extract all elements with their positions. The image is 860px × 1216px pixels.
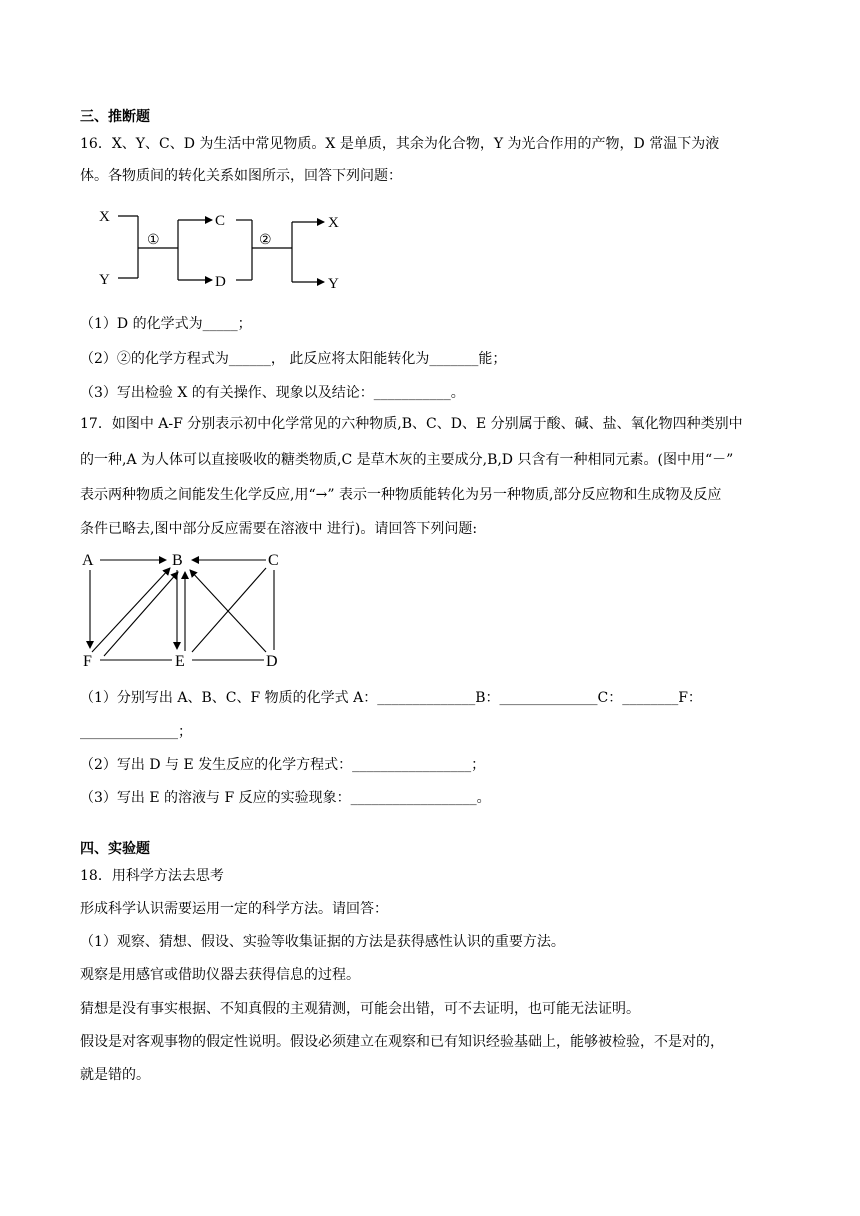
section-heading-inference: 三、推断题 xyxy=(80,109,150,125)
q17-node-f: F xyxy=(83,653,92,670)
q16-node-d: D xyxy=(215,274,226,290)
q18-line5: 假设是对客观事物的假定性说明。假设必须建立在观察和已有知识经验基础上，能够被检验，不是对的， xyxy=(80,1034,724,1050)
q18-line4: 猜想是没有事实根据、不知真假的主观猜测，可能会出错，可不去证明，也可能无法证明。 xyxy=(80,1001,640,1017)
q17-relation-diagram xyxy=(78,548,288,673)
q17-node-d: D xyxy=(266,653,278,670)
section-heading-experiment: 四、实验题 xyxy=(80,841,150,857)
q16-node-y-right: Y xyxy=(328,276,339,292)
q16-part2: （2）②的化学方程式为______， 此反应将太阳能转化为_______能； xyxy=(80,351,507,367)
q16-part3: （3）写出检验 X 的有关操作、现象以及结论：___________。 xyxy=(80,385,465,401)
q17-stem-line2: 的一种,A 为人体可以直接吸收的糖类物质,C 是草木灰的主要成分,B,D 只含有一种相同元素。(图中用“－” xyxy=(80,452,734,468)
q16-conversion-diagram xyxy=(92,200,362,300)
q17-node-c: C xyxy=(268,552,279,569)
q17-stem-line3: 表示两种物质之间能发生化学反应,用“→” 表示一种物质能转化为另一种物质,部分反应物和生成物及反应 xyxy=(80,487,722,503)
q17-stem-line1: 17．如图中 A-F 分别表示初中化学常见的六种物质,B、C、D、E 分别属于酸、碱、盐、氧化物四种类别中 xyxy=(80,416,743,432)
q17-part2: （2）写出 D 与 E 发生反应的化学方程式：_________________； xyxy=(80,757,486,773)
q16-stem-line1: 16．X、Y、C、D 为生活中常见物质。X 是单质，其余为化合物，Y 为光合作用的产物，D 常温下为液 xyxy=(80,136,720,152)
q17-node-b: B xyxy=(172,552,183,569)
q18-line1: 形成科学认识需要运用一定的科学方法。请回答： xyxy=(80,901,388,917)
q17-node-a: A xyxy=(82,552,94,569)
q18-line3: 观察是用感官或借助仪器去获得信息的过程。 xyxy=(80,967,360,983)
q16-part1: （1）D 的化学式为_____； xyxy=(80,316,252,332)
q16-node-x-right: X xyxy=(328,215,339,231)
q18-line6: 就是错的。 xyxy=(80,1067,150,1083)
q17-stem-line4: 条件已略去,图中部分反应需要在溶液中 进行)。请回答下列问题: xyxy=(80,521,478,537)
q17-part3: （3）写出 E 的溶液与 F 反应的实验现象：__________________。 xyxy=(80,790,491,806)
q18-line2: （1）观察、猜想、假设、实验等收集证据的方法是获得感性认识的重要方法。 xyxy=(80,934,565,950)
q16-stem-line2: 体。各物质间的转化关系如图所示，回答下列问题： xyxy=(80,168,402,184)
q17-part1-line2: ______________； xyxy=(80,724,192,740)
q16-step2-label: ② xyxy=(259,233,272,248)
q17-node-e: E xyxy=(175,653,185,670)
q18-title: 18．用科学方法去思考 xyxy=(80,868,224,884)
q16-node-c: C xyxy=(215,213,226,229)
q16-step1-label: ① xyxy=(147,233,160,248)
q16-node-y-left: Y xyxy=(99,272,110,288)
q17-part1-line1: （1）分别写出 A、B、C、F 物质的化学式 A：______________B：______________C：________F： xyxy=(80,690,702,706)
q16-node-x-left: X xyxy=(99,209,110,225)
